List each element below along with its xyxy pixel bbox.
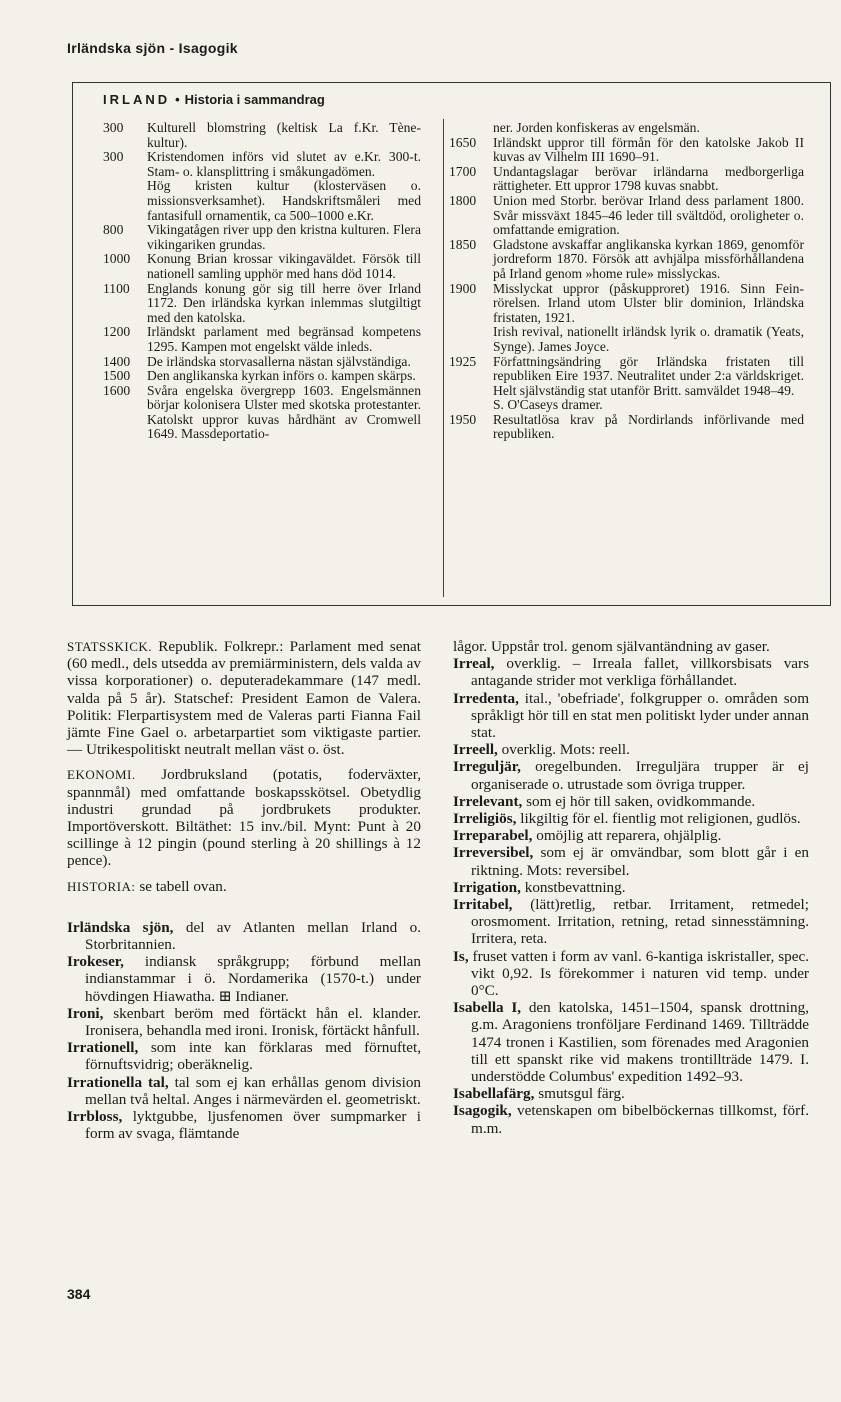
timeline-text: Hög kristen kultur (klosterväsen o. missionsverksamhet). Handskriftsmåleri med fantasifull ornamentik, ca 500–1000 e.Kr. <box>147 178 421 223</box>
dictionary-entry <box>453 1102 809 1136</box>
entry-headword: Isabellafärg, <box>453 1085 535 1103</box>
main-left-column <box>67 638 421 1142</box>
timeline-text: Författningsändring gör Irländska fristaten till republiken Eire 1937. Neutralitet under 2:a världskriget. Helt självständig stat utanför Britt. samväldet 1948–49. <box>493 353 804 398</box>
entry-text: lyktgubbe, ljusfenomen över sumpmarker i form av svaga, flämtande <box>85 1108 422 1143</box>
timeline-year <box>449 325 493 354</box>
entry-headword: Isagogik, <box>453 1102 512 1120</box>
entry-text: lågor. Uppstår trol. genom självantändning av gaser. <box>453 638 770 655</box>
timeline-year: 1650 <box>449 134 477 150</box>
statsskick-label: STATSSKICK. <box>67 639 153 654</box>
dictionary-entry <box>453 810 809 827</box>
column-divider <box>443 119 444 597</box>
timeline-text: Irländskt parlament med begränsad kompetens 1295. Kampen mot engelskt välde inleds. <box>147 324 421 354</box>
page-number: 384 <box>67 1286 91 1302</box>
timeline-entry <box>449 165 804 194</box>
timeline-text: Undantagslagar berövar irländarna medborgerliga rättigheter. Ett uppror 1798 kuvas snabbt. <box>493 163 804 194</box>
history-box <box>72 82 831 606</box>
entry-headword: Irreversibel, <box>453 844 534 862</box>
entry-headword: Is, <box>453 947 469 965</box>
dictionary-entry <box>453 655 809 689</box>
entry-text: (lätt)retlig, retbar. Irritament, retmedel; orosmoment. Irritation, retning, retad sinnesstämning. Irritera, reta. <box>471 896 809 948</box>
timeline-year: 1950 <box>449 411 477 427</box>
entry-headword: Irrationella tal, <box>67 1073 169 1091</box>
entry-headword: Irreparabel, <box>453 827 533 845</box>
timeline-year: 1925 <box>449 353 477 369</box>
box-title <box>103 92 325 107</box>
ekonomi-text: Jordbruksland (potatis, foderväxter, spannmål) med omfattande boskapsskötsel. Obetydlig industri grundad på jordbrukets produkter. Importöverskott. Biltäthet: 15 inv./bil. Mynt: Punt à 20 scillinge à 12 pingin (pound sterling à 20 shillings à 12 pence). <box>67 766 421 870</box>
timeline-text: Irländskt uppror till förmån för den katolske Jakob II kuvas av Vilhelm III 1690–91. <box>493 134 804 165</box>
timeline-entry <box>103 179 421 223</box>
timeline-entry <box>103 252 421 281</box>
entry-headword: Irrigation, <box>453 878 521 896</box>
timeline-entry <box>449 238 804 282</box>
box-title-rest: Historia i sammandrag <box>184 92 325 107</box>
timeline-entry <box>103 384 421 442</box>
timeline-text: Gladstone avskaffar anglikanska kyrkan 1869, genomför jordreform 1870. Försök att avhjälpa missförhållandena på Irland genom »home rule» misslyckas. <box>493 236 804 281</box>
entry-headword: Irritabel, <box>453 896 513 914</box>
entry-headword: Irreligiös, <box>453 810 517 828</box>
timeline-year <box>449 121 493 136</box>
timeline-entry <box>103 121 421 150</box>
timeline-text: Union med Storbr. berövar Irland dess parlament 1800. Svår missväxt 1845–46 leder till svältdöd, oroligheter o. omfattande emigration. <box>493 192 804 238</box>
entry-text: omöjlig att reparera, ohjälplig. <box>536 827 722 845</box>
entry-headword: Irreguljär, <box>453 758 521 776</box>
entry-text: konstbevattning. <box>524 878 626 896</box>
timeline-text: De irländska storvasallerna nästan självständiga. <box>147 353 411 369</box>
entry-headword: Irreell, <box>453 741 498 759</box>
entry-text: som ej hör till saken, ovidkommande. <box>526 792 756 810</box>
timeline-entry <box>103 150 421 179</box>
entry-text: oregelbunden. Irreguljära trupper är ej organiserade o. utrustade som övriga trupper. <box>471 758 809 793</box>
entry-headword: Irredenta, <box>453 689 519 707</box>
timeline-year <box>449 398 493 413</box>
timeline-text: ner. Jorden konfiskeras av engelsmän. <box>493 120 700 135</box>
historia-text: se tabell ovan. <box>139 877 227 895</box>
timeline-text: Kristendomen införs vid slutet av e.Kr. 300-t. Stam- o. klansplittring i småkungadömen. <box>147 149 421 179</box>
entry-text: vetenskapen om bibelböckernas tillkomst, förf. m.m. <box>471 1102 809 1137</box>
historia-paragraph <box>67 878 421 895</box>
timeline-entry <box>103 369 421 384</box>
entry-headword: Irrelevant, <box>453 792 523 810</box>
dictionary-entry <box>453 844 809 878</box>
ekonomi-label: EKONOMI. <box>67 767 136 783</box>
ekonomi-paragraph <box>67 766 421 869</box>
history-left-column <box>103 121 421 442</box>
timeline-entry <box>449 355 804 399</box>
entry-text: smutsgul färg. <box>538 1085 625 1103</box>
timeline-text: Misslyckat uppror (påskupproret) 1916. Sinn Fein-rörelsen. Irland utom Ulster blir dominion, Irländska fristaten, 1921. <box>493 280 804 325</box>
entry-text: likgiltig för el. fientlig mot religionen, gudlös. <box>520 810 801 828</box>
timeline-year: 1100 <box>103 280 130 296</box>
entry-headword: Irokeser, <box>67 953 124 971</box>
timeline-year: 1400 <box>103 353 131 369</box>
timeline-year: 1800 <box>449 192 477 208</box>
entry-text: fruset vatten i form av vanl. 6-kantiga iskristaller, spec. vikt 0,92. Is förekommer i naturen vid temp. under 0°C. <box>471 947 809 1000</box>
dictionary-entry <box>67 953 421 1005</box>
entry-text: overklig. – Irreala fallet, villkorsbisats vars antagande strider mot verkliga förhållandet. <box>471 655 810 690</box>
timeline-year: 800 <box>103 222 124 238</box>
statsskick-paragraph <box>67 638 421 758</box>
dictionary-entry <box>453 741 809 758</box>
timeline-text: Kulturell blomstring (keltisk La f.Kr. Tène-kultur). <box>147 120 421 150</box>
entry-text: skenbart beröm med förtäckt hån el. klander. Ironisera, behandla med ironi. Ironisk, förtäckt hånfull. <box>85 1004 422 1040</box>
entry-text: den katolska, 1451–1504, spansk drottning, g.m. Aragoniens tronföljare Ferdinand 1469. Tillträdde 1474 tronen i Kastilien, som förenades med Aragonien till ett spanskt rike vid makens trontillträde 1479. I. understödde Columbus' expedition 1492–93. <box>471 999 810 1086</box>
timeline-text: Resultatlösa krav på Nordirlands införlivande med republiken. <box>493 411 804 442</box>
timeline-entry <box>449 398 804 413</box>
entry-headword: Irrationell, <box>67 1039 139 1057</box>
timeline-year: 1850 <box>449 236 477 252</box>
entry-headword: Irrbloss, <box>67 1108 123 1126</box>
timeline-entry <box>449 121 804 136</box>
dictionary-entry <box>67 1039 421 1073</box>
entry-headword: Ironi, <box>67 1004 104 1022</box>
timeline-entry <box>449 136 804 165</box>
box-title-country: IRLAND <box>103 92 171 107</box>
timeline-year: 300 <box>103 149 124 165</box>
timeline-year: 1700 <box>449 163 477 179</box>
dictionary-entry <box>453 690 809 742</box>
box-title-dot: • <box>175 92 180 107</box>
timeline-year <box>103 179 147 223</box>
dictionary-entry <box>67 1005 421 1039</box>
timeline-entry <box>449 413 804 442</box>
spacer <box>67 903 421 919</box>
entry-text: som ej är omvändbar, som blott går i en riktning. Mots: reversibel. <box>471 844 810 879</box>
timeline-year: 300 <box>103 120 124 135</box>
dictionary-entry <box>453 1085 809 1102</box>
timeline-text: Englands konung gör sig till herre över Irland 1172. Den irländska kyrkan inlemmas slutgiltigt med den katolska. <box>147 280 421 325</box>
main-right-column <box>453 638 809 1137</box>
entry-text: tal som ej kan erhållas genom division mellan två heltal. Anges i närmevärden el. geometriskt. <box>85 1073 422 1108</box>
entry-text: overklig. Mots: reell. <box>501 741 630 759</box>
timeline-text: S. O'Caseys dramer. <box>493 397 603 413</box>
dictionary-entry <box>453 948 809 1000</box>
dictionary-entry <box>67 1108 421 1142</box>
entry-text: som inte kan förklaras med förnuftet, förnuftsvidrig; oberäknelig. <box>85 1039 421 1074</box>
dictionary-entry <box>453 879 809 896</box>
entry-text: del av Atlanten mellan Irland o. Storbritannien. <box>85 918 421 954</box>
timeline-text: Konung Brian krossar vikingaväldet. Försök till nationell samling upphör med hans död 1014. <box>147 251 421 281</box>
entry-headword: Irreal, <box>453 655 495 673</box>
timeline-entry <box>449 194 804 238</box>
timeline-entry <box>449 282 804 326</box>
running-header: Irländska sjön - Isagogik <box>67 40 238 56</box>
timeline-year: 1000 <box>103 251 131 267</box>
timeline-year: 1900 <box>449 280 477 296</box>
entry-text: indiansk språkgrupp; förbund mellan indianstammar i ö. Nordamerika (1570-t.) under hövdingen Hiawatha. ⊞ Indianer. <box>85 953 421 1005</box>
history-right-column <box>449 121 804 442</box>
timeline-year: 1500 <box>103 368 131 384</box>
timeline-entry <box>103 282 421 326</box>
entry-headword: Irländska sjön, <box>67 918 174 936</box>
dictionary-entry <box>453 896 809 948</box>
timeline-entry <box>103 223 421 252</box>
timeline-text: Svåra engelska övergrepp 1603. Engelsmännen börjar kolonisera Ulster med skotska protestanter. Katolskt uppror kuvas hårdhänt av Cromwell 1649. Massdeportatio- <box>147 382 421 442</box>
dictionary-entry <box>453 793 809 810</box>
dictionary-entry <box>67 1074 421 1108</box>
dictionary-entry <box>453 999 809 1085</box>
timeline-text: Den anglikanska kyrkan införs o. kampen skärps. <box>147 368 416 384</box>
left-entries <box>67 919 421 1143</box>
timeline-entry <box>103 355 421 370</box>
dictionary-entry <box>67 919 421 953</box>
right-entries <box>453 638 809 1137</box>
timeline-text: Irish revival, nationellt irländsk lyrik o. dramatik (Yeats, Synge). James Joyce. <box>493 324 804 354</box>
historia-label: HISTORIA: <box>67 878 136 894</box>
timeline-entry <box>449 325 804 354</box>
entry-headword: Isabella I, <box>453 999 522 1017</box>
dictionary-entry <box>453 827 809 844</box>
timeline-entry <box>103 325 421 354</box>
timeline-year: 1200 <box>103 324 131 340</box>
dictionary-entry <box>453 638 809 655</box>
entry-text: ital., 'obefriade', folkgrupper o. områden som språkligt hör till en stat men politiskt lyder under annan stat. <box>471 689 810 742</box>
dictionary-entry <box>453 758 809 792</box>
timeline-text: Vikingatågen river upp den kristna kulturen. Flera vikingariken grundas. <box>147 222 421 252</box>
statsskick-text: Republik. Folkrepr.: Parlament med senat (60 medl., dels utsedda av premiärministern, dels valda av vissa korporationer) o. deputeradekammare (147 medl. valda på 5 år). Statschef: President Eamon de Valera. Politik: Flerpartisystem med de Valeras parti Fianna Fail jämte Fine Gael o. arbetarpartiet som viktigaste partier. — Utrikespolitiskt neutralt mellan väst o. öst. <box>67 638 421 759</box>
timeline-year: 1600 <box>103 382 131 398</box>
